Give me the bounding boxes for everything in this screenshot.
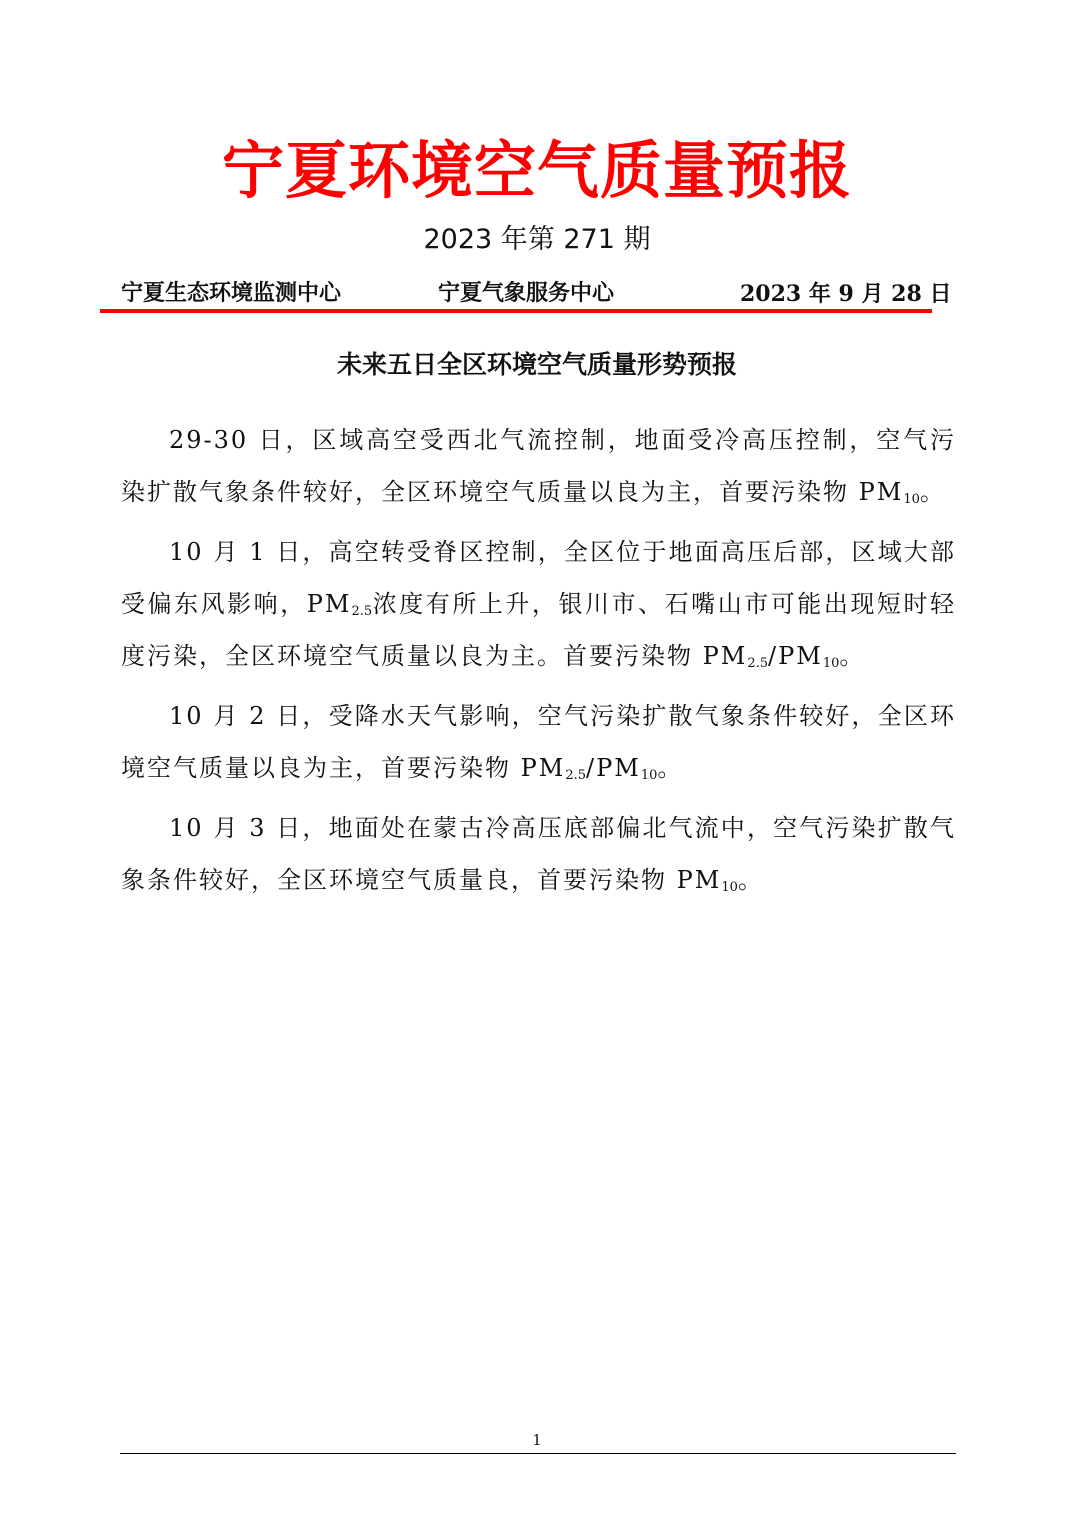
subscript: 10 [822,656,840,671]
forecast-paragraph-oct2 [121,690,956,794]
section-title: 未来五日全区环境空气质量形势预报 [336,350,737,379]
paragraph-text: 。 [737,866,764,894]
issuer-monitoring-center: 宁夏生态环境监测中心 [121,281,342,306]
paragraph-text: 10 月 3 日，地面处在蒙古冷高压底部偏北气流中，空气污染扩散气象条件较好，全区环境空气质量良，首要污染物 PM [121,814,956,894]
forecast-paragraph-sep29-30 [121,414,956,518]
issue-number: 2023 年第 271 期 [423,224,651,255]
paragraph-text: 。 [919,478,946,506]
header-divider [100,309,932,313]
paragraph-text: 29-30 日，区域高空受西北气流控制，地面受冷高压控制，空气污染扩散气象条件较好，全区环境空气质量以良为主，首要污染物 PM [121,426,956,506]
paragraph-text: 。 [839,642,866,670]
issuer-meteorological-center: 宁夏气象服务中心 [438,281,615,306]
paragraph-text: 10 月 2 日，受降水天气影响，空气污染扩散气象条件较好，全区环境空气质量以良为主，首要污染物 PM [121,702,956,782]
paragraph-text: 10 月 1 日，高空转受脊区控制，全区位于地面高压后部，区域大部受偏东风影响，PM [121,538,956,618]
paragraph-text: /PM [768,642,823,670]
subscript: 2.5 [351,604,373,619]
subscript: 10 [721,880,738,895]
subscript: 10 [640,768,658,783]
document-title: 宁夏环境空气质量预报 [221,134,852,207]
forecast-body [121,414,956,914]
paragraph-text: /PM [586,754,641,782]
subscript: 2.5 [565,768,587,783]
issue-date: 2023 年 9 月 28 日 [740,281,952,307]
subscript: 2.5 [747,656,769,671]
paragraph-text: 。 [657,754,684,782]
footer-divider [120,1453,956,1454]
subscript: 10 [903,492,920,507]
page-number: 1 [532,1431,542,1449]
forecast-paragraph-oct3 [121,802,956,906]
paragraph-text: 浓度有所上升，银川市、石嘴山市可能出现短时轻度污染，全区环境空气质量以良为主。首要污染物 PM [121,590,956,670]
forecast-paragraph-oct1 [121,526,956,682]
